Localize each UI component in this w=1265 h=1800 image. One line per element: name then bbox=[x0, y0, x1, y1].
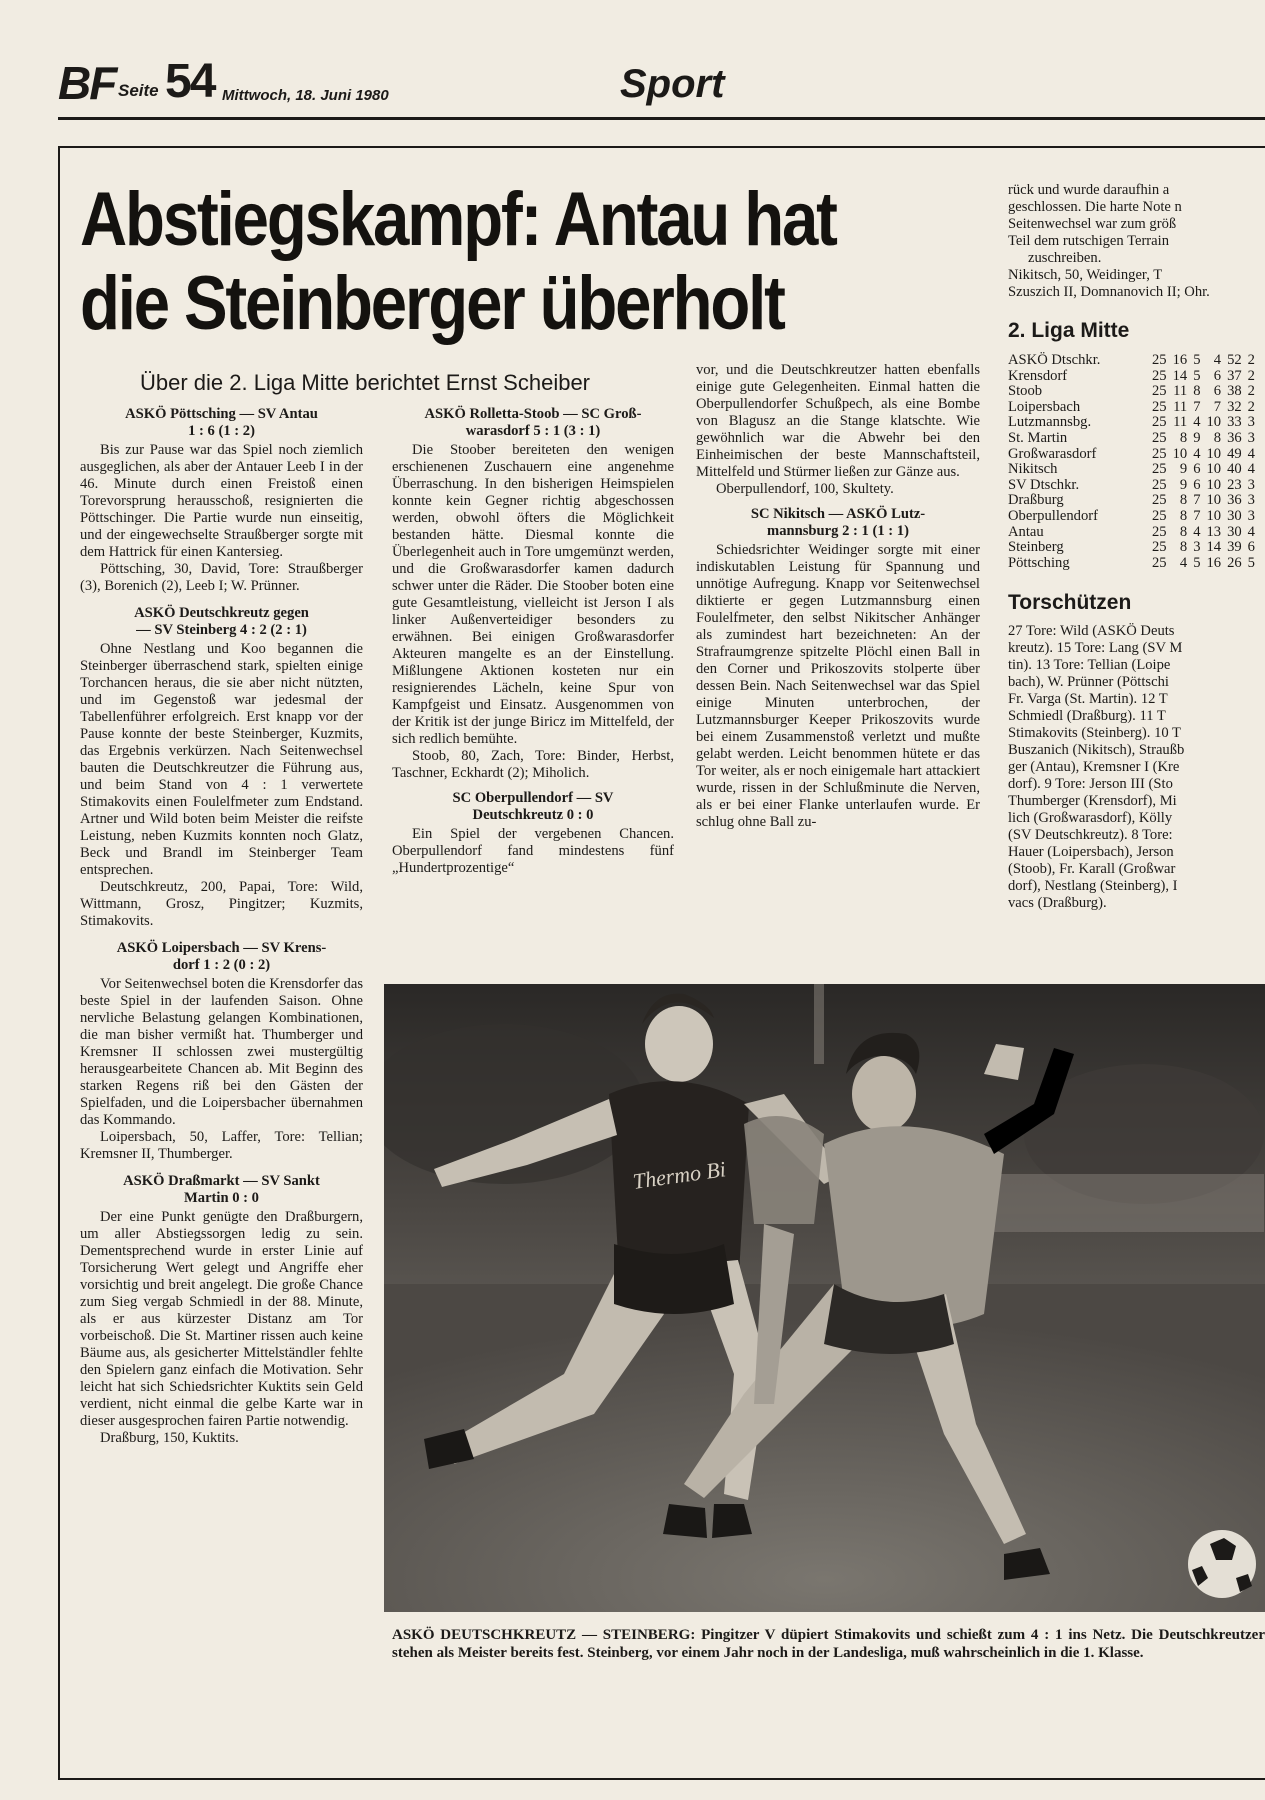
standings-cell-lost: 14 bbox=[1206, 539, 1222, 556]
article-column-3 bbox=[696, 362, 980, 831]
article-byline: Über die 2. Liga Mitte berichtet Ernst Scheiber bbox=[140, 370, 591, 395]
headline-line-2: die Steinberger überholt bbox=[80, 261, 784, 346]
match-heading: ASKÖ Pöttsching — SV Antau 1 : 6 (1 : 2) bbox=[125, 406, 318, 439]
match-heading: ASKÖ Rolletta-Stoob — SC Groß- warasdorf 5 : 1 (3 : 1) bbox=[424, 406, 642, 439]
match-report: Schiedsrichter Weidinger sorgte mit einer indiskutablen Leistung für Spannung und unnötige Aufregung. Knapp vor Seitenwechsel diktierte er gegen Lutzmannsburg einen Foulelfmeter, den selbst Nikitscher Anhänger als zumindest hart bezeichneten: An der Strafraumgrenze spitzelte Plöchl einen Ball in den Corner und Prikoszovits stolperte über dessen Bein. Nach Seitenwechsel war das Spiel einige Minuten unterbrochen, der Lutzmannsburger Keeper Prikoszovits wurde bei einem Zusammenstoß verletzt und mußte gelabt werden. Leicht benommen hütete er das Tor weiter, als er noch einigemale hart attackiert wurde, rissen in der Schlußminute die Nerven, als er bei einer Flanke unterlaufen wurde. Er schlug ohne Ball zu- bbox=[696, 542, 980, 830]
standings-cell-lost: 10 bbox=[1206, 414, 1222, 431]
standings-cell-played: 25 bbox=[1152, 476, 1167, 493]
standings-cell-lost: 8 bbox=[1213, 429, 1222, 446]
match-lineup: Draßburg, 150, Kuktits. bbox=[100, 1430, 239, 1446]
standings-cell-played: 25 bbox=[1152, 367, 1167, 384]
standings-cell-drawn: 3 bbox=[1193, 539, 1201, 556]
scorers-line: (Stoob), Fr. Karall (Großwar bbox=[1008, 861, 1176, 878]
scorers-title: Torschützen bbox=[1008, 591, 1132, 615]
page-label: Seite bbox=[118, 81, 159, 100]
scorers-line: Thumberger (Krensdorf), Mi bbox=[1008, 793, 1177, 810]
standings-cell-goals: 32 bbox=[1227, 398, 1242, 415]
scorers-line: dorf). 9 Tore: Jerson III (Sto bbox=[1008, 776, 1173, 793]
standings-cell-played: 25 bbox=[1152, 539, 1167, 556]
match-report: Ohne Nestlang und Koo begannen die Steinberger überraschend stark, spielten einige Torchancen heraus, die sie aber nicht nützten, und im Gegenstoß war jedesmal der Tabellenführer erfolgreich. Erst knapp vor der Pause konnte der beste Steinberger, Kuzmits, das Ergebnis verkürzen. Nach Seitenwechsel bauten die Deutschkreutzer die Führung aus, und beim Stand von 4 : 1 verwertete Stimakovits einen Foulelfmeter zum Endstand. Artner und Wild boten beim Meister die reifste Leistung, neben Kuzmits konnten noch Glatz, Beck und Brandl im Steinberger Team entsprechen. bbox=[80, 641, 363, 878]
match-report-continued: Seitenwechsel war zum größ bbox=[1008, 216, 1177, 232]
standings-cell-won: 8 bbox=[1179, 523, 1188, 540]
standings-cell-team: Krensdorf bbox=[1008, 367, 1068, 384]
match-lineup: zuschreiben. bbox=[1028, 250, 1102, 266]
match-lineup: Szuszich II, Domnanovich II; Ohr. bbox=[1008, 284, 1210, 300]
standings-cell-drawn: 6 bbox=[1193, 476, 1201, 493]
standings-cell-drawn: 5 bbox=[1193, 367, 1201, 384]
standings-cell-lost: 13 bbox=[1206, 523, 1222, 540]
article-column-2 bbox=[392, 400, 674, 877]
match-heading: SC Nikitsch — ASKÖ Lutz- mannsburg 2 : 1 (1 : 1) bbox=[750, 506, 926, 539]
standings-cell-goals: 52 bbox=[1227, 352, 1242, 368]
standings-cell-tail: 4 bbox=[1247, 445, 1255, 462]
standings-cell-won: 9 bbox=[1179, 476, 1188, 493]
standings-cell-played: 25 bbox=[1152, 554, 1167, 571]
standings-cell-lost: 10 bbox=[1206, 476, 1222, 493]
masthead-logo: BF bbox=[58, 57, 116, 109]
jersey-lettering: Thermo Bi bbox=[631, 1156, 728, 1194]
article-frame-left bbox=[58, 146, 60, 1780]
standings-row bbox=[1008, 431, 1255, 447]
standings-cell-lost: 10 bbox=[1206, 507, 1222, 524]
standings-cell-tail: 4 bbox=[1247, 523, 1255, 540]
sidebar-column bbox=[1008, 182, 1265, 912]
scorers-line: vacs (Draßburg). bbox=[1008, 895, 1107, 912]
issue-date: Mittwoch, 18. Juni 1980 bbox=[222, 87, 389, 104]
standings-cell-goals: 30 bbox=[1227, 523, 1242, 540]
match-lineup: Pöttsching, 30, David, Tore: Straußberger (3), Borenich (2), Leeb I; W. Prünner. bbox=[80, 561, 363, 594]
standings-cell-tail: 2 bbox=[1247, 367, 1255, 384]
standings-table bbox=[1008, 353, 1255, 571]
standings-cell-team: Großwarasdorf bbox=[1008, 445, 1097, 462]
standings-cell-team: Loipersbach bbox=[1008, 398, 1081, 415]
standings-row bbox=[1008, 415, 1255, 431]
standings-row bbox=[1008, 556, 1255, 572]
standings-cell-lost: 7 bbox=[1213, 398, 1222, 415]
match-report-continued: Teil dem rutschigen Terrain bbox=[1008, 233, 1170, 249]
match-heading: ASKÖ Deutschkreutz gegen — SV Steinberg 4 : 2 (2 : 1) bbox=[134, 605, 309, 638]
standings-cell-won: 11 bbox=[1173, 414, 1188, 431]
match-report: Die Stoober bereiteten den wenigen erschienenen Zuschauern eine angenehme Überraschung. In den bisherigen Heimspielen konnte kein Gegner richtig abgeschossen werden, obwohl öfters die Möglichkeit bestanden hätte. Diesmal konnte die Überlegenheit auch in Tore umgemünzt werden, und die Großwarasdorfer kamen dadurch schwer unter die Räder. Die Stoober boten eine gute Gesamtleistung, vielleicht ist Jerson I als linker Außenverteidiger besonders zu erwähnen. Bei einigen Großwarasdorfer Akteuren mangelte es an der Einstellung. Mißlungene Aktionen kosteten nur ein resignierendes Lächeln, keine Spur von Kampfgeist und Einsatz. Ausgenommen von der Kritik ist der junge Biricz im Mittelfeld, der sich redlich bemühte. bbox=[392, 442, 674, 747]
scorers-line: lich (Großwarasdorf), Kölly bbox=[1008, 810, 1173, 827]
standings-row bbox=[1008, 447, 1255, 463]
photo-caption: ASKÖ DEUTSCHKREUTZ — STEINBERG: Pingitzer V düpiert Stimakovits und schießt zum 4 : 1 ins Netz. Die Deutschkreutzer stehen als Meister bereits fest. Steinberg, vor einem Jahr noch in der Landesliga, muß wahrscheinlich in die 1. Klasse. bbox=[392, 1627, 1265, 1661]
article-column-1 bbox=[80, 400, 363, 1447]
standings-row bbox=[1008, 400, 1255, 416]
standings-cell-drawn: 5 bbox=[1193, 352, 1201, 368]
standings-cell-played: 25 bbox=[1152, 429, 1167, 446]
standings-cell-won: 11 bbox=[1173, 398, 1188, 415]
standings-cell-drawn: 7 bbox=[1193, 398, 1201, 415]
standings-cell-goals: 40 bbox=[1227, 461, 1242, 478]
standings-cell-lost: 4 bbox=[1213, 352, 1222, 368]
scorers-line: 27 Tore: Wild (ASKÖ Deuts bbox=[1008, 623, 1175, 640]
standings-cell-lost: 10 bbox=[1206, 461, 1222, 478]
match-report: Bis zur Pause war das Spiel noch ziemlich ausgeglichen, als aber der Antauer Leeb I in der 46. Minute durch einen Freistoß einen Torevorsprung herausschoß, resignierten die Pöttschinger. Die Partie wurde nun einseitig, und der eingewechselte Straußberger sorgte mit dem Hattrick für einen Kantersieg. bbox=[80, 442, 363, 560]
standings-cell-tail: 2 bbox=[1247, 398, 1255, 415]
standings-cell-drawn: 8 bbox=[1193, 383, 1201, 400]
scorers-list bbox=[1008, 623, 1265, 912]
scorers-line: tin). 13 Tore: Tellian (Loipe bbox=[1008, 657, 1171, 674]
match-heading: ASKÖ Draßmarkt — SV Sankt Martin 0 : 0 bbox=[123, 1173, 320, 1206]
standings-cell-team: Stoob bbox=[1008, 383, 1043, 400]
standings-cell-won: 11 bbox=[1173, 383, 1188, 400]
standings-cell-drawn: 4 bbox=[1193, 523, 1201, 540]
match-report-continued: vor, und die Deutschkreutzer hatten ebenfalls einige gute Gelegenheiten. Einmal hatten die Oberpullendorfer Schußpech, als eine Bombe von Blagusz an die Stange klatschte. Wie gewöhnlich war die Abwehr bei den Einheimischen der beste Mannschaftsteil, Mittelfeld und Stürmer ließen zur Gänze aus. bbox=[696, 362, 980, 480]
match-lineup: Oberpullendorf, 100, Skultety. bbox=[716, 481, 894, 497]
standings-cell-team: Antau bbox=[1008, 523, 1044, 540]
article-frame-top bbox=[58, 146, 1265, 148]
standings-row bbox=[1008, 493, 1255, 509]
football bbox=[1188, 1530, 1256, 1598]
standings-cell-played: 25 bbox=[1152, 523, 1167, 540]
match-lineup: Nikitsch, 50, Weidinger, T bbox=[1008, 267, 1163, 283]
match-report: Vor Seitenwechsel boten die Krensdorfer das beste Spiel in der laufenden Saison. Ohne nervliche Belastung gelangen Kombinationen, die man bisher vermißt hat. Thumberger und Kremsner II schlossen zwei mustergültig herausgearbeitete Chancen ab. Mit Beginn des starken Regens riß bei den Gästen der Spielfaden, und die Loipersbacher übernahmen das Kommando. bbox=[80, 976, 363, 1128]
match-report: Der eine Punkt genügte den Draßburgern, um aller Abstiegssorgen ledig zu sein. Dementsprechend wurde in erster Linie auf Torsicherung Wert gelegt und Angriffe eher vorsichtig und breit angelegt. Die große Chance zum Sieg vergab Schmiedl in der 88. Minute, als er aus kürzester Distanz am Tor vorbeischoß. Die St. Martiner rissen auch keine Bäume aus, als gesicherter Mittelständler fehlte den Spielern ganz einfach die Motivation. Sehr leicht hat sich Schiedsrichter Kuktits sein Geld verdient, nicht einmal die gelbe Karte war in dieser ausgesprochen fairen Partie notwendig. bbox=[80, 1209, 363, 1429]
standings-cell-played: 25 bbox=[1152, 461, 1167, 478]
match-lineup: Loipersbach, 50, Laffer, Tore: Tellian; Kremsner II, Thumberger. bbox=[80, 1129, 363, 1162]
standings-title: 2. Liga Mitte bbox=[1008, 319, 1130, 342]
standings-cell-drawn: 4 bbox=[1193, 445, 1201, 462]
standings-cell-played: 25 bbox=[1152, 492, 1167, 509]
standings-cell-won: 14 bbox=[1172, 367, 1188, 384]
standings-cell-team: Draßburg bbox=[1008, 492, 1064, 509]
match-photo bbox=[384, 984, 1265, 1612]
standings-cell-drawn: 9 bbox=[1193, 429, 1201, 446]
standings-cell-drawn: 5 bbox=[1193, 554, 1201, 571]
headline-line-1: Abstiegskampf: Antau hat bbox=[80, 177, 836, 262]
scorers-line: Hauer (Loipersbach), Jerson bbox=[1008, 844, 1174, 861]
standings-cell-goals: 33 bbox=[1227, 414, 1242, 431]
standings-cell-won: 9 bbox=[1179, 461, 1188, 478]
page-number: 54 bbox=[165, 55, 215, 108]
standings-row bbox=[1008, 540, 1255, 556]
match-lineup: Deutschkreutz, 200, Papai, Tore: Wild, Wittmann, Grosz, Pingitzer; Kuzmits, Stimakovits. bbox=[80, 879, 363, 929]
standings-cell-lost: 16 bbox=[1206, 554, 1222, 571]
standings-cell-goals: 30 bbox=[1227, 507, 1242, 524]
standings-cell-played: 25 bbox=[1152, 414, 1167, 431]
article-frame-bottom bbox=[58, 1778, 1265, 1780]
standings-cell-lost: 6 bbox=[1213, 383, 1222, 400]
scorers-line: Schmiedl (Draßburg). 11 T bbox=[1008, 708, 1166, 725]
standings-cell-goals: 26 bbox=[1227, 554, 1242, 571]
standings-cell-goals: 39 bbox=[1227, 539, 1242, 556]
match-heading: SC Oberpullendorf — SV Deutschkreutz 0 : 0 bbox=[452, 790, 614, 823]
standings-cell-team: ASKÖ Dtschkr. bbox=[1008, 352, 1101, 368]
standings-cell-tail: 3 bbox=[1247, 492, 1255, 509]
standings-cell-won: 4 bbox=[1179, 554, 1188, 571]
scorers-line: Stimakovits (Steinberg). 10 T bbox=[1008, 725, 1181, 742]
standings-cell-lost: 6 bbox=[1213, 367, 1222, 384]
standings-cell-drawn: 7 bbox=[1193, 492, 1201, 509]
standings-cell-goals: 49 bbox=[1227, 445, 1242, 462]
standings-cell-goals: 23 bbox=[1227, 476, 1242, 493]
scorers-line: dorf), Nestlang (Steinberg), I bbox=[1008, 878, 1178, 895]
standings-row bbox=[1008, 525, 1255, 541]
scorers-line: ger (Antau), Kremsner I (Kre bbox=[1008, 759, 1180, 776]
match-report: Ein Spiel der vergebenen Chancen. Oberpullendorf fand mindestens fünf „Hundertprozentige“ bbox=[392, 826, 674, 876]
standings-row bbox=[1008, 369, 1255, 385]
article-headline bbox=[80, 178, 880, 346]
standings-cell-played: 25 bbox=[1152, 445, 1167, 462]
match-report-continued: rück und wurde daraufhin a bbox=[1008, 182, 1170, 198]
standings-cell-tail: 4 bbox=[1247, 461, 1255, 478]
standings-cell-goals: 36 bbox=[1227, 492, 1242, 509]
standings-cell-played: 25 bbox=[1152, 398, 1167, 415]
scorers-line: (SV Deutschkreutz). 8 Tore: bbox=[1008, 827, 1173, 844]
standings-cell-won: 8 bbox=[1179, 539, 1188, 556]
standings-cell-goals: 36 bbox=[1227, 429, 1242, 446]
standings-cell-won: 16 bbox=[1172, 352, 1188, 368]
standings-cell-goals: 37 bbox=[1227, 367, 1242, 384]
standings-cell-tail: 3 bbox=[1247, 429, 1255, 446]
standings-cell-won: 8 bbox=[1179, 507, 1188, 524]
standings-cell-lost: 10 bbox=[1206, 492, 1222, 509]
header-rule bbox=[58, 117, 1265, 120]
standings-cell-drawn: 4 bbox=[1193, 414, 1201, 431]
standings-cell-drawn: 7 bbox=[1193, 507, 1201, 524]
standings-cell-won: 8 bbox=[1179, 492, 1188, 509]
scorers-line: Buszanich (Nikitsch), Straußb bbox=[1008, 742, 1185, 759]
standings-cell-played: 25 bbox=[1152, 352, 1167, 368]
standings-cell-tail: 5 bbox=[1247, 554, 1255, 571]
standings-cell-tail: 3 bbox=[1247, 414, 1255, 431]
standings-cell-tail: 2 bbox=[1247, 352, 1255, 368]
standings-cell-tail: 6 bbox=[1247, 539, 1255, 556]
standings-cell-team: SV Dtschkr. bbox=[1008, 476, 1080, 493]
standings-cell-team: Nikitsch bbox=[1008, 461, 1058, 478]
standings-cell-team: Lutzmannsbg. bbox=[1008, 414, 1092, 431]
scorers-line: bach), W. Prünner (Pöttschi bbox=[1008, 674, 1169, 691]
standings-row bbox=[1008, 384, 1255, 400]
standings-cell-team: Oberpullendorf bbox=[1008, 507, 1098, 524]
standings-cell-tail: 3 bbox=[1247, 476, 1255, 493]
standings-cell-team: Pöttsching bbox=[1008, 554, 1070, 571]
standings-row bbox=[1008, 509, 1255, 525]
standings-cell-won: 8 bbox=[1179, 429, 1188, 446]
standings-cell-drawn: 6 bbox=[1193, 461, 1201, 478]
standings-row bbox=[1008, 353, 1255, 369]
scorers-line: kreutz). 15 Tore: Lang (SV M bbox=[1008, 640, 1183, 657]
standings-cell-lost: 10 bbox=[1206, 445, 1222, 462]
standings-cell-team: Steinberg bbox=[1008, 539, 1064, 556]
standings-cell-played: 25 bbox=[1152, 507, 1167, 524]
standings-cell-played: 25 bbox=[1152, 383, 1167, 400]
match-report-continued: geschlossen. Die harte Note n bbox=[1008, 199, 1182, 215]
standings-cell-team: St. Martin bbox=[1008, 429, 1068, 446]
standings-row bbox=[1008, 462, 1255, 478]
standings-cell-goals: 38 bbox=[1227, 383, 1242, 400]
section-title: Sport bbox=[620, 62, 725, 106]
match-lineup: Stoob, 80, Zach, Tore: Binder, Herbst, Taschner, Eckhardt (2); Miholich. bbox=[392, 748, 674, 781]
scorers-line: Fr. Varga (St. Martin). 12 T bbox=[1008, 691, 1168, 708]
standings-row bbox=[1008, 478, 1255, 494]
standings-cell-tail: 2 bbox=[1247, 383, 1255, 400]
standings-cell-won: 10 bbox=[1172, 445, 1188, 462]
match-heading: ASKÖ Loipersbach — SV Krens- dorf 1 : 2 (0 : 2) bbox=[116, 940, 327, 973]
standings-cell-tail: 3 bbox=[1247, 507, 1255, 524]
